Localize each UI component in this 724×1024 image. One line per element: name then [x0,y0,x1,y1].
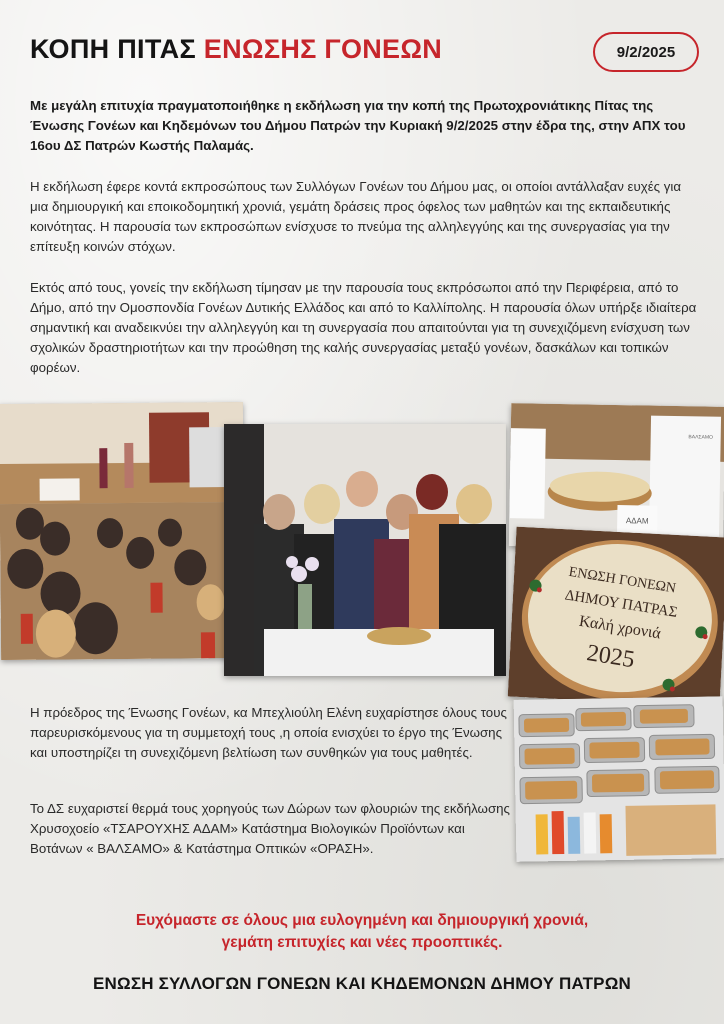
footer-organization: ΕΝΩΣΗ ΣΥΛΛΟΓΩΝ ΓΟΝΕΩΝ ΚΑΙ ΚΗΔΕΜΟΝΩΝ ΔΗΜΟΥ ΠΑΤΡΩΝ [92,974,632,993]
body-paragraph-3: Η πρόεδρος της Ένωσης Γονέων, κα Μπεχλιούλη Ελένη ευχαρίστησε όλους τους παρευρισκόμενους για τη συμμετοχή τους ,η οποία ενισχύει το έργο της Ένωσης και υποστηρίζει τη συνεχιζόμενη βελτίωση των συνθηκών για τους μαθητές. [30,705,507,760]
closing-line-1: Ευχόμαστε σε όλους μια ευλογημένη και δημιουργική χρονιά, [135,912,589,929]
title-part-red: ΕΝΩΣΗΣ ΓΟΝΕΩΝ [203,34,443,64]
body-paragraph-2: Εκτός από τους, γονείς την εκδήλωση τίμησαν με την παρουσία τους εκπρόσωποι από την Περιφέρεια, από το Δήμο, από την Ομοσπονδία Γονέων Δυτικής Ελλάδος και από το Καλλίπολης. Η παρουσία όλων υπήρξε ιδιαίτερα σημαντική και αναδεικνύει την αλληλεγγύη και τη συνεργασία που απαιτούνται για τη συνεχιζόμενη ενίσχυση των σχολικών δραστηριοτήτων και την προώθηση της καλής συνεργασίας μεταξύ γονέων, δασκάλων και τοπικών φορέων. [30,280,697,375]
cake-text-line3: Καλή χρονιά [577,612,662,643]
bag-label: ΑΔΑΜ [625,516,649,526]
cake-text-line1: ΕΝΩΣΗ ΓΟΝΕΩΝ [567,564,677,597]
photo-audience-hall [0,402,245,660]
body-paragraph-4: Το ΔΣ ευχαριστεί θερμά τους χορηγούς των Δώρων των φλουριών της εκδήλωσης Χρυσοχοείο «ΤΣΑΡΟΥΧΗΣ ΑΔΑΜ» Κατάστημα Βιολογικών Προϊόντων και Βοτάνων « ΒΑΛΣΑΜΟ» & Κατάστημα Οπτικών «ΟΡΑΣΗ». [30,801,510,856]
body-paragraph-1: Η εκδήλωση έφερε κοντά εκπροσώπους των Συλλόγων Γονέων του Δήμου μας, οι οποίοι αντάλλαξαν ευχές για μια δημιουργική και εποικοδομητική χρονιά, γεμάτη δράσεις προς όφελος των μαθητών και της εκπαιδευτικής κοινότητας. Η παρουσία των εκπροσώπων ενίσχυσε το πνεύμα της αλληλεγγύης και της συνεργασίας για την επίτευξη κοινών στόχων. [30,179,682,254]
closing-wishes [0,910,724,954]
photo-cake-closeup [508,527,724,708]
title-part-black: ΚΟΠΗ ΠΙΤΑΣ [30,34,196,64]
photo-buffet [514,696,724,862]
page-title [30,34,442,65]
photo-cake-cutting [224,424,506,676]
cake-text-line2: ΔΗΜΟΥ ΠΑΤΡΑΣ [563,587,679,621]
bag-label-2: ΒΑΛΣΑΜΟ [688,434,713,441]
lead-paragraph: Με μεγάλη επιτυχία πραγματοποιήθηκε η εκδήλωση για την κοπή της Πρωτοχρονιάτικης Πίτας της Ένωσης Γονέων και Κηδεμόνων του Δήμου Πατρών την Κυριακή 9/2/2025 στην έδρα της, στην ΑΠΧ του 16ου ΔΣ Πατρών Κωστής Παλαμάς. [30,98,686,153]
cake-text-line4: 2025 [584,640,637,674]
date-badge: 9/2/2025 [593,32,699,72]
closing-line-2: γεμάτη επιτυχίες και νέες προοπτικές. [221,934,503,951]
